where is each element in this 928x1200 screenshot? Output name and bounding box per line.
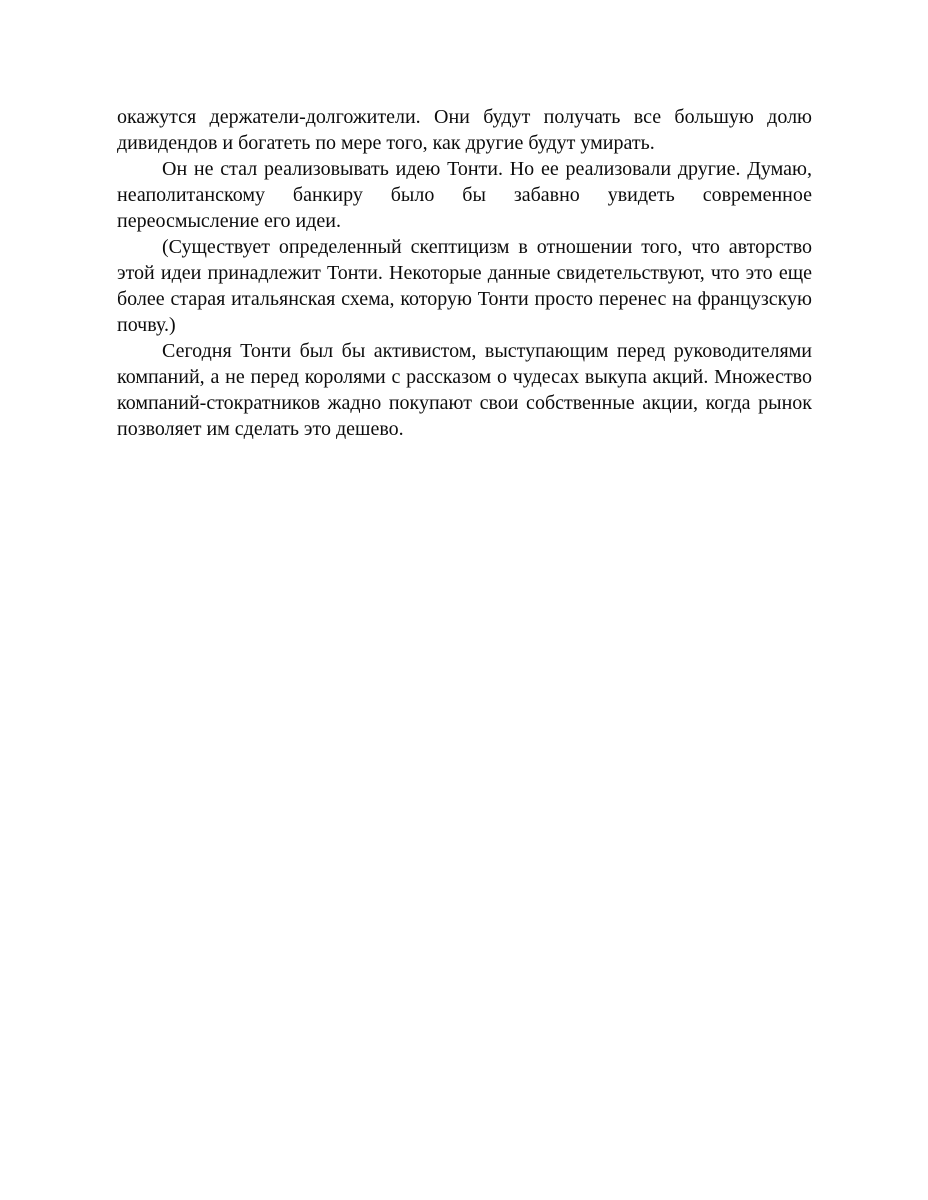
paragraph: Сегодня Тонти был бы активистом, выступающим перед руководителями компаний, а не перед королями с рассказом о чудесах выкупа акций. Множество компаний-стократников жадно покупают свои собственные акции, когда рынок позволяет им сделать это дешево. <box>117 340 812 440</box>
paragraph: окажутся держатели-долгожители. Они будут получать все большую долю дивидендов и богатеть по мере того, как другие будут умирать. <box>117 106 812 154</box>
text-block <box>117 104 812 442</box>
paragraph: Он не стал реализовывать идею Тонти. Но ее реализовали другие. Думаю, неаполитанскому банкиру было бы забавно увидеть современное переосмысление его идеи. <box>117 158 812 232</box>
paragraph: (Существует определенный скептицизм в отношении того, что авторство этой идеи принадлежит Тонти. Некоторые данные свидетельствуют, что это еще более старая итальянская схема, которую Тонти просто перенес на французскую почву.) <box>117 236 812 336</box>
